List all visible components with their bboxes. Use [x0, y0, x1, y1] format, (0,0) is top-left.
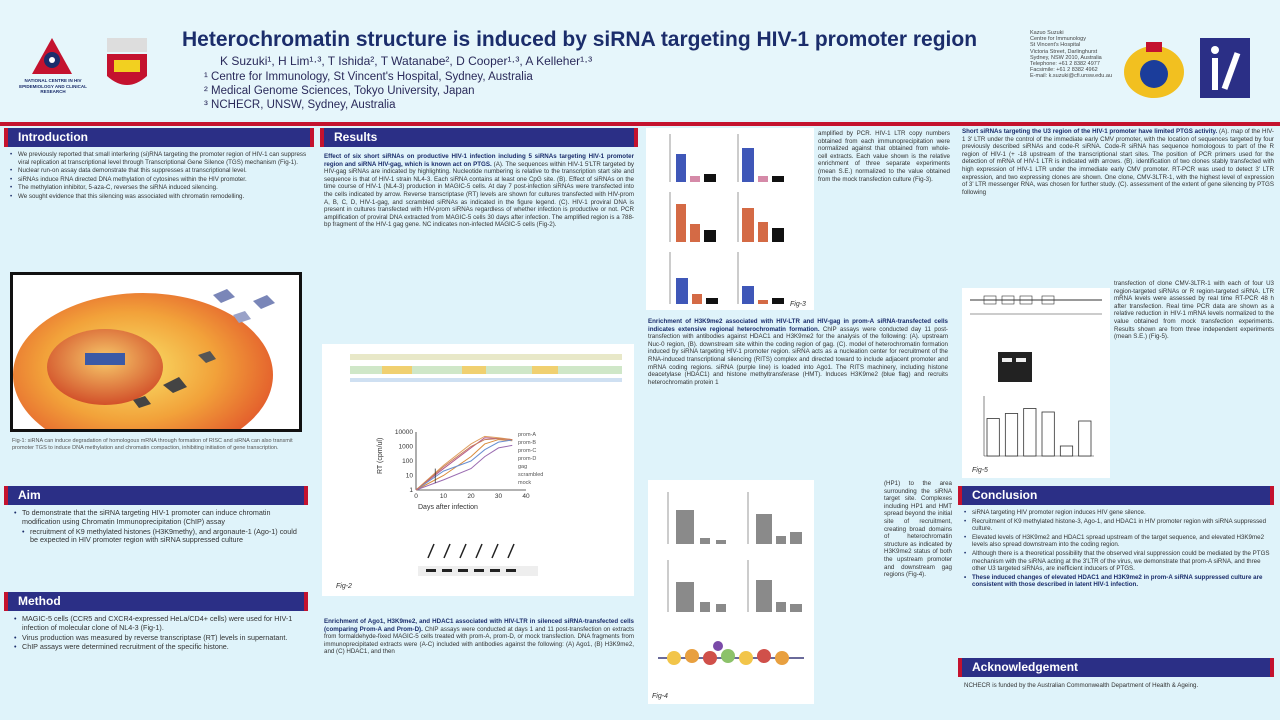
- list-item: • recruitment of K9 methylated histones (H3K9methy), and argonaute-1 (Ago-1) could be expected in HIV promoter region with siRNA suppressed culture: [22, 528, 304, 546]
- fig5-svg: [962, 288, 1110, 478]
- introduction-heading: Introduction: [4, 128, 314, 147]
- fig2-line-chart: [395, 429, 530, 500]
- acknowledgement-section: [958, 658, 1274, 690]
- results-paragraph-1: [324, 153, 634, 337]
- poster-header: [0, 0, 1280, 120]
- fig5-bar: [987, 419, 999, 457]
- middle-paragraph-4: [648, 318, 948, 474]
- legend-entry: scrambled: [518, 472, 544, 478]
- fig3-panel: [646, 128, 814, 310]
- fig3-svg: [646, 128, 814, 310]
- middle-paragraph-3: amplified by PCR. HIV-1 LTR copy numbers obtained from each immunoprecipitation were normalized against that obtained from whole-cell extracts. Each value shown is the relative enrichment of three separate experiments (mean S.E.) normalized to the value obtained from the mock transfection culture (Fig-3).: [818, 130, 950, 183]
- institute-logo: [1200, 38, 1250, 98]
- right-paragraph-6: [962, 128, 1274, 284]
- results-paragraph-2: [324, 618, 634, 718]
- sirna-target-highlight: [382, 366, 412, 374]
- results-p1-title: Effect of six short siRNAs on productive HIV-1 infection including 5 siRNAs targeting HIV-1 promoter region and siRNA HIV-gag, which is known act on PTGS.: [324, 153, 634, 168]
- left-column: [4, 128, 314, 271]
- contact-details: [1030, 30, 1114, 80]
- hospital-crest-logo: [1120, 36, 1188, 100]
- fig5-ltr-map: [970, 296, 1102, 314]
- conclusion-list: [964, 509, 1270, 655]
- contact-line: Telephone: +61 2 8382 4977: [1030, 61, 1100, 68]
- fig2-xtick-label: 0: [414, 493, 418, 500]
- list-item: • ChIP assays were determined recruitment of the specific histone.: [14, 643, 304, 652]
- method-list: [14, 615, 304, 652]
- conclusion-heading: Conclusion: [958, 486, 1274, 505]
- fig2-svg: [322, 344, 634, 596]
- right-p6-text: (A). map of the HIV-1 3' LTR under the control of the immediate early CMV promoter, with the location of sequences targeted by four previously described siRNAs and code-R siRNA. Code-R siRNA has sequence homologous to part of the R region of HIV-1 (+ -18 upstream of the transcriptional start sites. The position of PCR primers used for the detection of mRNA of HIV-1 LTR is indicated with arrows. (B). identification of two clones stably transfected with high expression of HIV-1 LTR under the immediate early CMV promoter. RT-PCR was used to detect 3' LTR expression, and two expressing clones are shown. One clone, CMV-3LTR-1, with the highest level of expression of 3' LTR messenger RNA, was chosen for further study. (C). assessment of the extent of gene silencing by PTGS following: [962, 128, 1274, 196]
- fig3-bar-group: [670, 192, 784, 242]
- contact-line: Victoria Street, Darlinghurst: [1030, 48, 1098, 55]
- fig5-bar: [1024, 409, 1036, 457]
- results-heading: Results: [320, 128, 638, 147]
- list-item: • We previously reported that small interfering (si)RNA targeting the promoter region of HIV-1 can suppress viral replication at transcriptional level through Transcriptional Gene Silence (TGS) mechanism (Fig-1).: [10, 151, 310, 166]
- list-item: • These induced changes of elevated HDAC1 and H3K9me2 in prom-A siRNA suppressed culture are consistent with those described in latent HIV-1 infection.: [964, 574, 1270, 589]
- legend-entry: prom-A: [518, 432, 537, 438]
- aim-section: [4, 486, 308, 546]
- fig1-caption: Fig-1: siRNA can induce degradation of homologous mRNA through formation of RISC and siRNA can also transmit promoter TGS to induce DNA methylation and chromatin compaction, inhibiting initiation of gene transcription.: [12, 438, 293, 451]
- acknowledgement-heading: Acknowledgement: [958, 658, 1274, 677]
- method-heading: Method: [4, 592, 308, 611]
- list-item: • Although there is a theoretical possibility that the observed viral suppression could be mediated by the PTGS mechanism with the siRNA acting at the 3'LTR of the virus, we demonstrate that prom-A siRNA, and three other U3 targeted siRNAs, are inefficient inducers of PTGS.: [964, 550, 1270, 573]
- results-p2-title: Enrichment of Ago1, H3K9me2, and HDAC1 associated with HIV-LTR in silenced siRNA-transfected cells (comparing Prom-A and Prom-D).: [324, 618, 634, 633]
- acknowledgement-text: NCHECR is funded by the Australian Commonwealth Department of Health & Ageing.: [964, 682, 1199, 689]
- results-p1-text: (A). The sequences within HIV-1 5'LTR targeted by HIV-gag siRNAs are indicated by highlighting. Nucleotide numbering is relative to the transcription start site and sequence is that of HIV-1 strain NL4-3. Each siRNA contains at least one CpG site. (B). Effect of siRNAs on the time course of HIV-1 (NL4-3) production in MAGIC-5 cells. At day 7 post-infection siRNAs were transfected into the cells indicated by arrow. Reverse transcriptase (RT) levels are shown for cultures transfected with HIV-prom A, B, C, D, HIV-1-gag, and scrambled siRNAs as indicated in the figure legend. (C). HIV-1 proviral DNA is present in cultures transfected with HIV-prom siRNAs regardless of whether infection is productive or not. PCR amplification of proviral DNA extracted from MAGIC-5 cells 30 days after infection. The amplified region is a 788-bp fragment of the HIV-1 gag gene. NC indicates non-infected MAGIC-5 cells (Fig-2).: [324, 160, 634, 229]
- contact-line: St Vincent's Hospital: [1030, 42, 1081, 49]
- fig2-panel: [322, 344, 634, 596]
- contact-line: E-mail: k.suzuki@cfi.unsw.edu.au: [1030, 73, 1113, 80]
- affiliation-1: ¹ Centre for Immunology, St Vincent's Hospital, Sydney, Australia: [204, 71, 533, 83]
- poster-authors: K Suzuki¹, H Lim¹·³, T Ishida², T Watanabe², D Cooper¹·³, A Kelleher¹·³: [220, 54, 593, 68]
- list-item: • siRNAs induce RNA directed DNA methylation of cytosines within the HIV promoter.: [10, 176, 310, 184]
- middle-paragraph-5: (HP1) to the area surrounding the siRNA target site. Complexes including HP1 and HMT spread beyond the initial site of recruitment, creating broad domains of heterochromatin structure as indicated by H3K9me2 status of both the upstream promoter and downstream gag regions (Fig-4).: [884, 480, 952, 579]
- sequence-track: [350, 378, 622, 382]
- affiliation-2: ² Medical Genome Sciences, Tokyo University, Japan: [204, 85, 475, 97]
- fig2-legend: [518, 432, 543, 486]
- list-item: • siRNA targeting HIV promoter region induces HIV gene silence.: [964, 509, 1270, 517]
- sirna-target-highlight: [462, 366, 486, 374]
- fig3-label: Fig-3: [790, 301, 806, 308]
- fig2-series-line: [416, 440, 512, 490]
- aim-heading: Aim: [4, 486, 308, 505]
- fig2-ytick-label: 100: [402, 458, 413, 465]
- cell-diagram: [13, 275, 299, 429]
- fig2-label: Fig-2: [336, 583, 352, 590]
- affiliation-3: ³ NCHECR, UNSW, Sydney, Australia: [204, 99, 396, 111]
- list-item: • Elevated levels of H3K9me2 and HDAC1 spread upstream of the target sequence, and elevated H3K9me2 levels also spread downstream into the coding region.: [964, 534, 1270, 549]
- aim-list: [14, 509, 304, 545]
- contact-line: Facsimile: +61 2 8382 4962: [1030, 67, 1098, 74]
- contact-line: Kazuo Suzuki: [1030, 30, 1064, 36]
- header-divider: [0, 122, 1280, 126]
- fig2-ytick-label: 10: [405, 472, 413, 480]
- fig5-bar: [1042, 412, 1054, 456]
- right-p6-title: Short siRNAs targeting the U3 region of the HIV-1 promoter have limited PTGS activity.: [962, 128, 1218, 135]
- fig5-bar-chart: [984, 396, 1094, 456]
- method-section: [4, 592, 308, 653]
- fig4-chromatin-model: [658, 641, 804, 665]
- middle-p4-text: ChIP assays were conducted day 11 post-transfection with antibodies against HDAC1 and H3K9me2 for the analysis of the following: (A). upstream Nuc-0 region, (B). downstream site within the coding region of gag. (C). model of heterochromatin formation induced by siRNA targeting HIV-1 promoter region. siRNA acts as a nucleation center for recruitment of the RNA-induced transcriptional silencing (RITS) complex and directed toward to include adjacent promoter and mRNA coding regions. siRNA (purple line) is loaded into Ago1. The RITS machinery, including histone deacetylase (HDAC1) and histone methyltransferase (HMT). Induces H3K9me2 (blue flag) and recruits heterochromatin protein 1: [648, 325, 948, 386]
- legend-entry: prom-C: [518, 448, 537, 454]
- sequence-track: [350, 354, 622, 360]
- list-item: • Recruitment of K9 methylated histone-3, Ago-1, and HDAC1 in HIV promoter region with siRNA suppressed culture.: [964, 518, 1270, 533]
- fig2-ylabel: RT (cpm/ul): [377, 437, 384, 474]
- university-crest-logo: [104, 36, 150, 96]
- contact-line: Sydney, NSW 2010, Australia: [1030, 54, 1102, 61]
- list-item: • The methylation inhibitor, 5-aza-C, reverses the siRNA induced silencing.: [10, 184, 310, 192]
- middle-p4-title: Enrichment of H3K9me2 associated with HIV-LTR and HIV-gag in prom-A siRNA-transfected cells indicates extensive regional heterochromatin formation.: [648, 318, 948, 333]
- legend-entry: mock: [518, 480, 532, 486]
- list-item: • MAGIC-5 cells (CCR5 and CXCR4-expressed HeLa/CD4+ cells) were used for HIV-1 infection of molecular clone of NL4-3 (Fig-1).: [14, 615, 304, 633]
- fig5-panel: [962, 288, 1110, 478]
- fig5-bar: [1079, 421, 1091, 456]
- legend-entry: gag: [518, 464, 528, 470]
- fig2-ytick-label: 1: [409, 487, 413, 494]
- gel-image: [418, 544, 538, 576]
- fig3-bar-group: [670, 134, 784, 182]
- list-item: • Nuclear run-on assay data demonstrate that this suppresses at transcriptional level.: [10, 167, 310, 175]
- fig2-xlabel: Days after infection: [418, 504, 478, 511]
- right-paragraph-7: transfection of clone CMV-3LTR-1 with each of four U3 region-targeted siRNAs or R region-targeted siRNA. LTR mRNA levels were assessed by real time RT-PCR 48 h after transfection. Real time PCR data are shown as a relative reduction in HIV-1 mRNA levels normalized to the value obtained from mock transfection experiments. Results shown are from three independent experiments (mean S.E.) (Fig-5).: [1114, 280, 1274, 341]
- nchecr-logo: [30, 36, 74, 76]
- poster-title: Heterochromatin structure is induced by siRNA targeting HIV-1 promoter region: [182, 28, 978, 51]
- fig4-bar-group: [668, 560, 802, 612]
- legend-entry: prom-B: [518, 440, 537, 446]
- fig2-xtick-label: 10: [439, 493, 448, 500]
- fig2-ytick-label: 1000: [398, 443, 413, 451]
- fig4-svg: [648, 480, 814, 704]
- list-item: • We sought evidence that this silencing was associated with chromatin remodelling.: [10, 193, 310, 201]
- fig1-diagram: [10, 272, 302, 432]
- fig2-ytick-label: 10000: [394, 429, 413, 436]
- fig5-bar: [1005, 414, 1017, 457]
- legend-entry: prom-D: [518, 456, 537, 462]
- fig2-xtick-label: 30: [494, 493, 503, 500]
- fig2-xtick-label: 40: [522, 493, 530, 500]
- sirna-target-highlight: [532, 366, 558, 374]
- fig3-bar-group: [670, 252, 784, 304]
- fig4-bar-group: [668, 492, 802, 544]
- fig2-xtick-label: 20: [467, 493, 475, 500]
- introduction-list: [10, 151, 310, 271]
- conclusion-section: [958, 486, 1274, 655]
- list-item: • To demonstrate that the siRNA targeting HIV-1 promoter can induce chromatin modification using Chromatin Immunoprecipitation (ChIP) assay: [14, 509, 304, 527]
- results-column: [320, 128, 638, 337]
- results-p2-text: ChIP assays were conducted at days 1 and 11 post-transfection on extracts from formaldehyde-fixed MAGIC-5 cells treated with prom-A, prom-D, or mock transfection. DNA fragments from immunoprecipitated extracts were (A-C) included with antibodies against the following: (A) Ago1, (B) H3K9me2, and (C) HDAC1, and then: [324, 625, 634, 656]
- contact-line: Centre for Immunology: [1030, 36, 1086, 43]
- fig5-bar: [1060, 446, 1072, 456]
- fig4-label: Fig-4: [652, 693, 668, 700]
- fig4-panel: [648, 480, 814, 704]
- fig5-gel-image: [998, 352, 1032, 382]
- nchecr-logo-text: NATIONAL CENTRE IN HIV EPIDEMIOLOGY AND CLINICAL RESEARCH: [19, 78, 87, 94]
- list-item: • Virus production was measured by reverse transcriptase (RT) levels in supernatant.: [14, 634, 304, 643]
- fig5-label: Fig-5: [972, 467, 988, 474]
